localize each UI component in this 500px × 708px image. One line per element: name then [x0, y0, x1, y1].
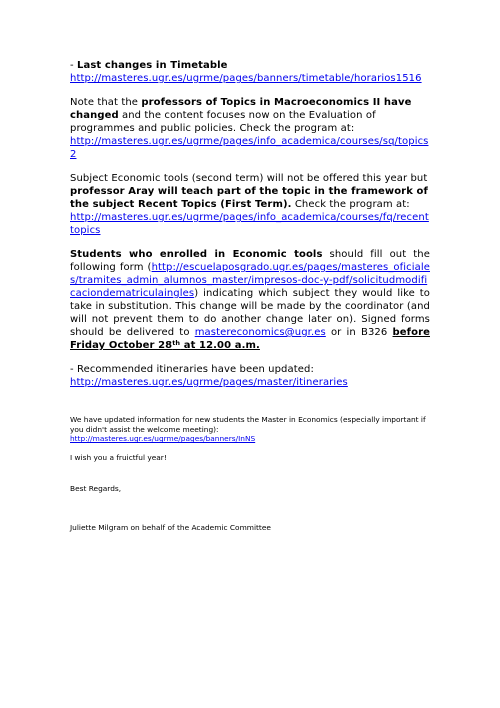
form-link[interactable]: http://escuelaposgrado.ugr.es/pages/masteres_oficiales/tramites_admin_alumnos_master/impresos-doc-y-pdf/solicitudmodificaciondematriculaingles	[70, 262, 430, 299]
tools-text-2: Check the program at:	[291, 199, 410, 210]
new-students-link[interactable]: http://masteres.ugr.es/ugrme/pages/banners/InNS	[70, 434, 256, 444]
enrolled-text-2: ) indicating which subject they would like to take in substitution. This change will be made by the coordinator (and will not prevent them to do another change later on). Signed forms should be delivered to	[70, 288, 430, 338]
enrolled-emphasis: Students who enrolled in Economic tools	[70, 249, 323, 260]
recent-topics-link[interactable]: http://masteres.ugr.es/ugrme/pages/info_academica/courses/fq/recenttopics	[70, 212, 429, 236]
topics-macro-link[interactable]: http://masteres.ugr.es/ugrme/pages/info_academica/courses/sq/topics2	[70, 136, 429, 160]
email-body	[70, 59, 430, 533]
enrolled-paragraph	[70, 248, 430, 352]
macro-emphasis: professors of Topics in Macroeconomics II have changed	[70, 97, 412, 121]
tools-paragraph	[70, 172, 430, 211]
footer-signature: Juliette Milgram on behalf of the Academic Committee	[70, 522, 271, 532]
tools-text-1: Subject Economic tools (second term) will not be offered this year but	[70, 173, 428, 184]
timetable-heading	[70, 59, 430, 72]
timetable-heading-label: Last changes in Timetable	[77, 60, 228, 71]
tools-emphasis: professor Aray will teach part of the topic in the framework of the subject Recent Topics (First Term).	[70, 186, 428, 210]
macro-text-1: Note that the	[70, 97, 142, 108]
itineraries-text: - Recommended itineraries have been updated:	[70, 364, 314, 375]
footer	[70, 415, 430, 533]
deadline-post: at 12.00 a.m.	[180, 340, 260, 351]
footer-intro: We have updated information for new students the Master in Economics (especially important if you didn't assist the welcome meeting):	[70, 415, 426, 434]
footer-wish: I wish you a fruictful year!	[70, 452, 167, 462]
enrolled-text-3: or in B326	[325, 327, 393, 338]
deadline-sup: th	[172, 339, 181, 347]
macro-paragraph	[70, 96, 430, 135]
footer-regards: Best Regards,	[70, 484, 122, 494]
deadline-pre: before Friday October 28	[70, 327, 430, 351]
enrolled-text-1: should fill out the following form (	[70, 249, 430, 273]
email-link[interactable]: mastereconomics@ugr.es	[194, 327, 326, 338]
macro-text-2: and the content focuses now on the Evaluation of programmes and public policies. Check the program at:	[70, 110, 376, 134]
itineraries-link[interactable]: http://masteres.ugr.es/ugrme/pages/master/itineraries	[70, 377, 348, 388]
bullet: -	[70, 60, 77, 71]
timetable-link[interactable]: http://masteres.ugr.es/ugrme/pages/banners/timetable/horarios1516	[70, 73, 422, 84]
